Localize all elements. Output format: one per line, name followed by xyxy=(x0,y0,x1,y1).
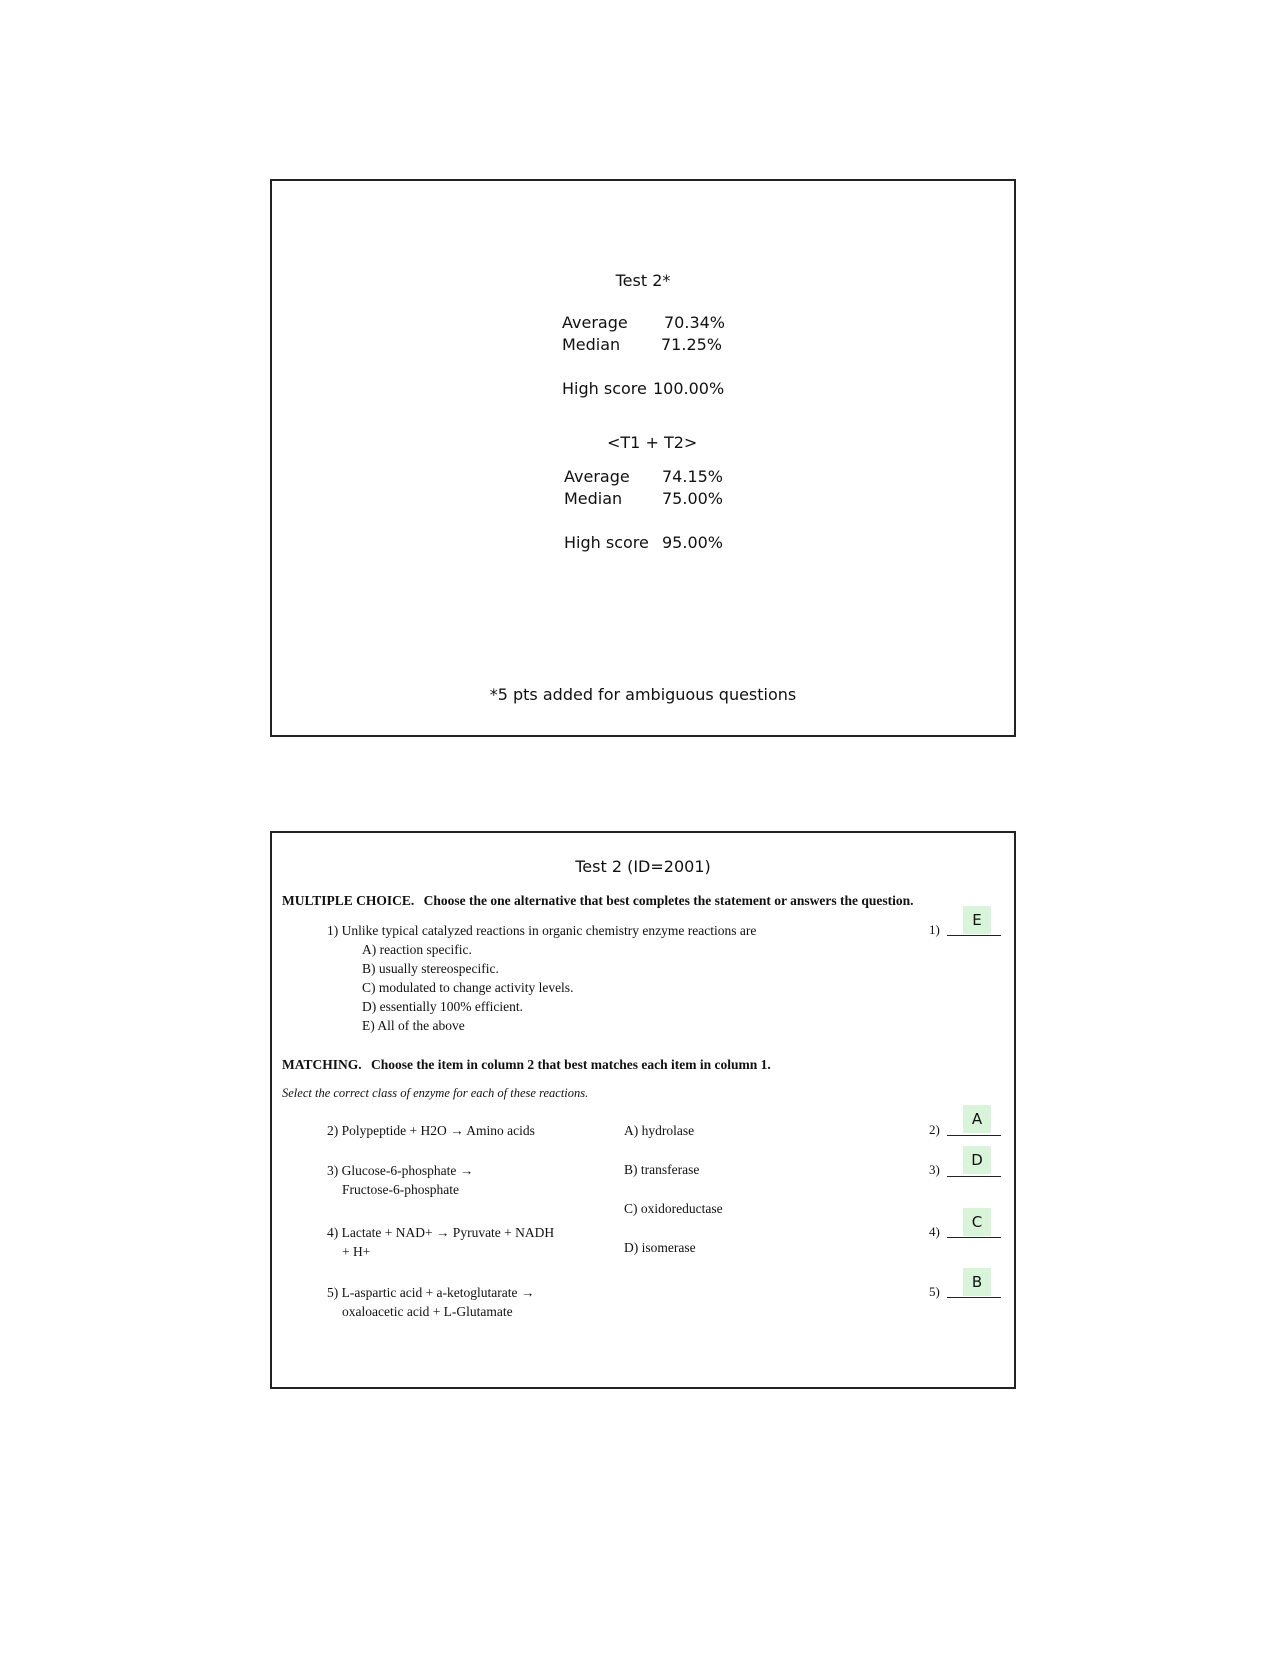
mc-heading xyxy=(282,893,913,909)
t2-average-value: 70.34% xyxy=(664,313,726,332)
matching-heading-label: MATCHING. xyxy=(282,1057,362,1072)
answer-4-line xyxy=(947,1237,1001,1238)
combined-average-label: Average xyxy=(564,467,630,486)
matching-item-2-number: 2) xyxy=(929,1122,940,1137)
question-1-option-e: E) All of the above xyxy=(362,1018,465,1033)
combined-high-label: High score xyxy=(564,533,649,552)
matching-heading xyxy=(282,1057,771,1073)
mc-instruction: Choose the one alternative that best completes the statement or answers the question. xyxy=(423,893,914,908)
matching-item-3-number: 3) xyxy=(929,1162,940,1177)
t2-median-label: Median xyxy=(562,335,621,354)
answer-5-box: B xyxy=(963,1268,991,1296)
matching-item-4: 4) Lactate + NAD+ → Pyruvate + NADH xyxy=(327,1225,555,1240)
t2-high-label: High score xyxy=(562,379,647,398)
choice-b: B) transferase xyxy=(624,1162,700,1177)
combined-median-label: Median xyxy=(564,489,623,508)
combined-high-value: 95.00% xyxy=(662,533,724,552)
answer-1-line xyxy=(947,935,1001,936)
question-1-option-d: D) essentially 100% efficient. xyxy=(362,999,523,1014)
combined-title: <T1 + T2> xyxy=(607,433,698,452)
choice-a: A) hydrolase xyxy=(624,1123,695,1138)
statistics-slide xyxy=(270,179,1016,737)
question-1-option-a: A) reaction specific. xyxy=(362,942,472,957)
choice-d: D) isomerase xyxy=(624,1240,696,1255)
answer-2-box: A xyxy=(963,1105,991,1133)
answer-3-box: D xyxy=(963,1146,991,1174)
matching-item-5: 5) L-aspartic acid + a-ketoglutarate → xyxy=(327,1285,535,1300)
t2-median-value: 71.25% xyxy=(661,335,723,354)
matching-item-5-number: 5) xyxy=(929,1284,940,1299)
matching-item-4-number: 4) xyxy=(929,1224,940,1239)
question-1-text: 1) Unlike typical catalyzed reactions in organic chemistry enzyme reactions are xyxy=(327,923,757,938)
matching-item-3: 3) Glucose-6-phosphate → xyxy=(327,1163,474,1178)
answer-5-line xyxy=(947,1297,1001,1298)
answer-3-line xyxy=(947,1176,1001,1177)
matching-subtitle: Select the correct class of enzyme for each of these reactions. xyxy=(282,1086,589,1100)
matching-item-3-continued: Fructose-6-phosphate xyxy=(342,1182,459,1197)
mc-heading-label: MULTIPLE CHOICE. xyxy=(282,893,415,908)
slide-title: Test 2 (ID=2001) xyxy=(575,857,711,876)
footnote: *5 pts added for ambiguous questions xyxy=(489,685,797,704)
question-1-option-c: C) modulated to change activity levels. xyxy=(362,980,574,995)
choice-c: C) oxidoreductase xyxy=(624,1201,723,1216)
answer-4-box: C xyxy=(963,1208,991,1236)
combined-median-value: 75.00% xyxy=(662,489,724,508)
matching-item-4-continued: + H+ xyxy=(342,1244,371,1259)
test-questions-slide xyxy=(270,831,1016,1389)
answer-1-box: E xyxy=(963,906,991,934)
question-1-number: 1) xyxy=(929,922,940,937)
matching-item-5-continued: oxaloacetic acid + L-Glutamate xyxy=(342,1304,513,1319)
matching-item-2: 2) Polypeptide + H2O → Amino acids xyxy=(327,1123,535,1138)
answer-2-line xyxy=(947,1135,1001,1136)
question-1-option-b: B) usually stereospecific. xyxy=(362,961,499,976)
slide-title: Test 2* xyxy=(615,271,671,290)
t2-average-label: Average xyxy=(562,313,628,332)
matching-instruction: Choose the item in column 2 that best matches each item in column 1. xyxy=(371,1057,771,1072)
combined-average-value: 74.15% xyxy=(662,467,724,486)
t2-high-value: 100.00% xyxy=(653,379,725,398)
